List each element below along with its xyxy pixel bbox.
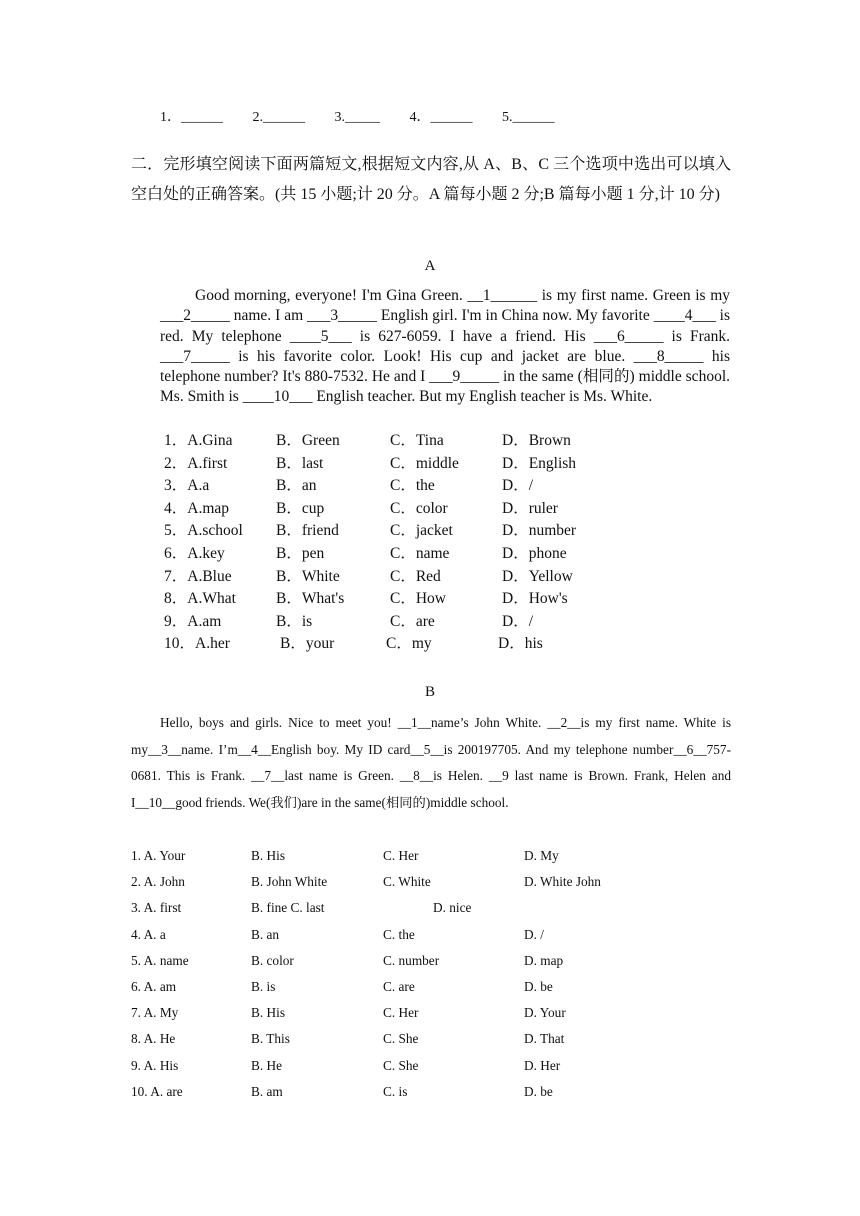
option-choice: C．color	[390, 499, 448, 517]
option-choice: D．/	[502, 612, 534, 630]
option-choice: D．Yellow	[502, 567, 573, 585]
option-choice: D. My	[524, 848, 559, 863]
option-choice: 1. A. Your	[131, 848, 186, 863]
option-choice: 3．A.a	[164, 477, 210, 495]
option-choice: B．your	[280, 635, 335, 653]
option-choice: D. /	[524, 926, 544, 942]
option-choice: 2．A.first	[164, 454, 228, 472]
option-choice: C. White	[383, 874, 431, 890]
option-choice: D．phone	[502, 544, 567, 562]
option-choice: D. nice	[433, 900, 472, 916]
passage-a-label: A	[424, 258, 436, 274]
option-choice: 6．A.key	[164, 544, 225, 562]
option-choice: B．friend	[276, 522, 339, 540]
option-choice: D．ruler	[502, 499, 558, 517]
option-choice: B. This	[251, 1031, 290, 1047]
option-choice: 1．A.Gina	[164, 432, 233, 449]
answer-line	[160, 106, 581, 126]
passage-b-text	[131, 710, 731, 816]
option-choice: C．Red	[390, 567, 441, 585]
option-choice: 10．A.her	[164, 635, 230, 653]
option-choice: B. is	[251, 978, 276, 994]
option-choice: C. are	[383, 978, 415, 994]
answer-blank: 3._____	[334, 110, 380, 125]
option-choice: B. John White	[251, 874, 328, 890]
option-choice: 5．A.school	[164, 522, 243, 540]
option-choice: D. be	[524, 1083, 553, 1099]
passage-b-label: B	[424, 684, 435, 700]
option-choice: 7．A.Blue	[164, 567, 232, 585]
option-choice: C．are	[390, 612, 435, 630]
option-choice: C. She	[383, 1031, 419, 1047]
option-choice: 2. A. John	[131, 874, 185, 890]
option-choice: D．number	[502, 522, 577, 540]
option-choice: 9．A.am	[164, 612, 222, 630]
answer-blank: 5.______	[502, 110, 555, 125]
answer-blank: 4．______	[409, 110, 473, 125]
option-choice: 5. A. name	[131, 952, 189, 968]
option-choice: C．How	[390, 590, 446, 608]
option-choice: B. He	[251, 1057, 283, 1073]
passage-b-body: Hello, boys and girls. Nice to meet you! __1__name’s John White. __2__is my first name. White is my__3__name. I’m__4__English boy. My ID card__5__is 200197705. And my telephone number__6__757-0681. This is Frank. __7__last name is Green. __8__is Helen. __9 last name is Brown. Frank, Helen and I__10__good friends. We(我们)are in the same(相同的)middle school.	[131, 715, 731, 810]
option-choice: B．cup	[276, 499, 325, 517]
option-choice: 6. A. am	[131, 978, 177, 994]
option-choice: C. She	[383, 1057, 419, 1073]
answer-blank: 1．______	[160, 110, 223, 125]
option-choice: B．last	[276, 454, 324, 472]
option-choice: C．jacket	[390, 522, 453, 540]
option-choice: D. be	[524, 978, 553, 994]
answer-blank: 2.______	[252, 110, 305, 125]
option-choice: D. map	[524, 952, 564, 968]
option-choice: C. the	[383, 926, 415, 942]
option-choice: C. number	[383, 952, 440, 968]
option-choice: B. color	[251, 952, 294, 968]
option-choice: B．is	[276, 612, 313, 630]
option-choice: B. His	[251, 1005, 285, 1021]
option-choice: C．the	[390, 477, 435, 495]
option-choice: C．Tina	[390, 432, 444, 449]
option-choice: D. Her	[524, 1057, 561, 1073]
option-choice: D. Your	[524, 1005, 566, 1021]
option-choice: 4．A.map	[164, 499, 230, 517]
option-choice: B．an	[276, 477, 317, 495]
option-choice: 4. A. a	[131, 926, 166, 942]
option-choice: B．What's	[276, 590, 345, 608]
section-heading: 二．完形填空阅读下面两篇短文,根据短文内容,从 A、B、C 三个选项中选出可以填入空白处的正确答案。(共 15 小题;计 20 分。A 篇每小题 2 分;B 篇每小题 1 分,计 10 分)	[131, 156, 731, 203]
option-choice: 7. A. My	[131, 1005, 179, 1021]
option-choice: C. is	[383, 1083, 408, 1099]
option-choice: 8．A.What	[164, 590, 236, 608]
option-choice: C．my	[386, 635, 432, 653]
option-choice: 8. A. He	[131, 1031, 176, 1047]
option-choice: 3. A. first	[131, 900, 182, 916]
option-choice: D．his	[498, 635, 543, 653]
option-choice: D．Brown	[502, 432, 571, 449]
option-choice: 9. A. His	[131, 1057, 179, 1073]
passage-a-body: Good morning, everyone! I'm Gina Green. __1______ is my first name. Green is my ___2_____ name. I am ___3_____ English girl. I'm in China now. My favorite ____4___ is red. My telephone ____5___ is 627-6059. I have a friend. His ___6_____ is Frank. ___7_____ is his favorite color. Look! His cup and jacket are blue. ___8_____ his telephone number? It's 880-7532. He and I ___9_____ in the same (相同的) middle school. Ms. Smith is ____10___ English teacher. But my English teacher is Ms. White.	[160, 287, 730, 406]
option-choice: C．middle	[390, 454, 459, 472]
option-choice: B. fine C. last	[251, 900, 325, 916]
option-choice: D. That	[524, 1031, 565, 1047]
option-choice: D．/	[502, 477, 534, 495]
option-choice: B．White	[276, 567, 340, 585]
option-choice: D．English	[502, 454, 577, 472]
option-choice: D．How's	[502, 590, 568, 608]
option-choice: 10. A. are	[131, 1083, 183, 1099]
option-choice: D. White John	[524, 874, 601, 890]
option-choice: B．Green	[276, 432, 340, 449]
option-choice: C. Her	[383, 1005, 419, 1021]
option-choice: B. am	[251, 1083, 283, 1099]
option-choice: B. an	[251, 926, 280, 942]
option-choice: B．pen	[276, 544, 325, 562]
option-choice: C．name	[390, 544, 450, 562]
passage-a-text	[160, 286, 730, 408]
option-choice: C. Her	[383, 848, 419, 863]
option-choice: B. His	[251, 848, 285, 863]
